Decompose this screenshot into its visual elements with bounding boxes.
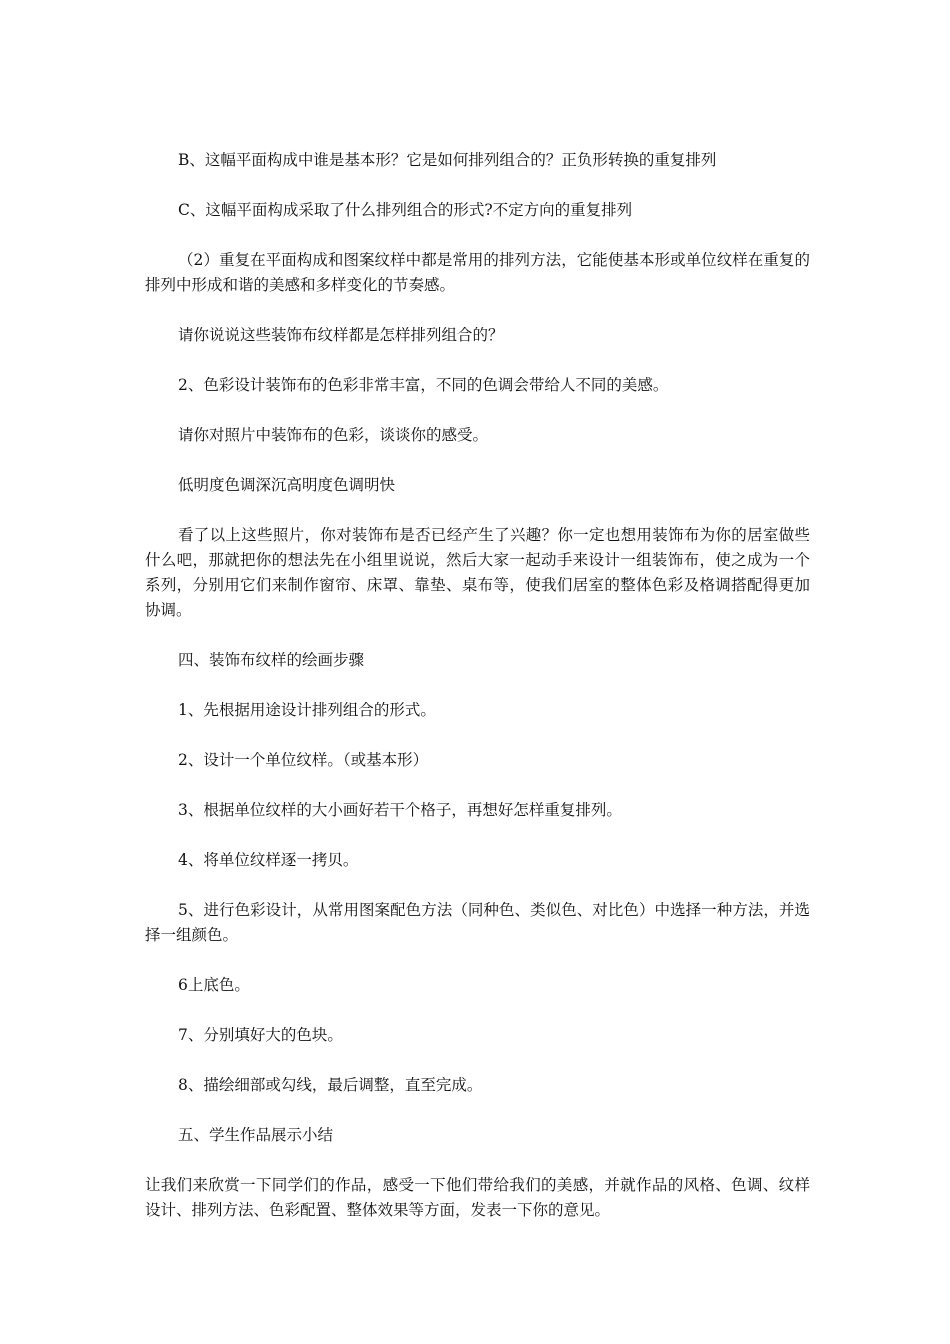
- paragraph-prompt-arrangement: 请你说说这些装饰布纹样都是怎样排列组合的？: [178, 326, 504, 344]
- step-1: 1、先根据用途设计排列组合的形式。: [178, 701, 436, 719]
- step-3: 3、根据单位纹样的大小画好若干个格子，再想好怎样重复排列。: [178, 801, 622, 819]
- section-heading-steps: 四、装饰布纹样的绘画步骤: [178, 651, 365, 669]
- paragraph-prompt-color: 请你对照片中装饰布的色彩，谈谈你的感受。: [178, 426, 489, 444]
- paragraph-question-b: B、这幅平面构成中谁是基本形？它是如何排列组合的？正负形转换的重复排列: [178, 151, 717, 169]
- paragraph-color-design: 2、色彩设计装饰布的色彩非常丰富，不同的色调会带给人不同的美感。: [178, 376, 669, 394]
- paragraph-interest-intro: 看了以上这些照片，你对装饰布是否已经产生了兴趣？你一定也想用装饰布为你的居室做些什么吧，那就把你的想法先在小组里说说，然后大家一起动手来设计一组装饰布，使之成为一个系列，分别用它们来制作窗帘、床罩、靠垫、桌布等，使我们居室的整体色彩及格调搭配得更加协调。: [145, 526, 810, 619]
- step-4: 4、将单位纹样逐一拷贝。: [178, 851, 359, 869]
- step-2: 2、设计一个单位纹样。（或基本形）: [178, 751, 429, 769]
- paragraph-showcase-summary: 让我们来欣赏一下同学们的作品，感受一下他们带给我们的美感，并就作品的风格、色调、纹样设计、排列方法、色彩配置、整体效果等方面，发表一下你的意见。: [145, 1176, 810, 1219]
- step-6: 6上底色。: [178, 976, 250, 994]
- step-5: 5、进行色彩设计，从常用图案配色方法（同种色、类似色、对比色）中选择一种方法，并选择一组颜色。: [145, 901, 810, 944]
- step-7: 7、分别填好大的色块。: [178, 1026, 343, 1044]
- section-heading-showcase: 五、学生作品展示小结: [178, 1126, 334, 1144]
- step-8: 8、描绘细部或勾线，最后调整，直至完成。: [178, 1076, 483, 1094]
- paragraph-tone-contrast: 低明度色调深沉高明度色调明快: [178, 476, 396, 494]
- paragraph-question-c: C、这幅平面构成采取了什么排列组合的形式?不定方向的重复排列: [178, 201, 633, 219]
- paragraph-repetition-explanation: （2）重复在平面构成和图案纹样中都是常用的排列方法，它能使基本形或单位纹样在重复的排列中形成和谐的美感和多样变化的节奏感。: [145, 251, 810, 294]
